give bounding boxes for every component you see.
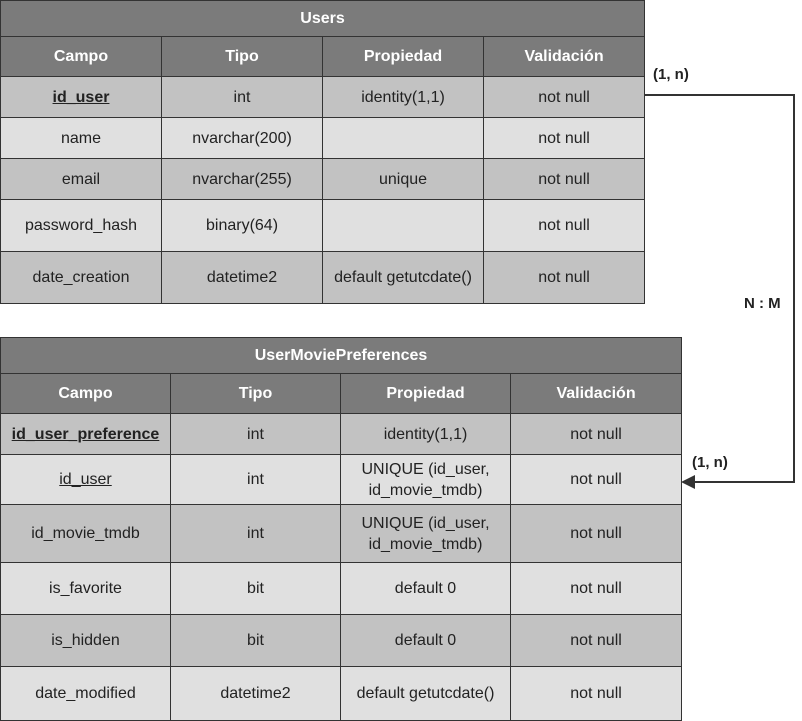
column-header: Tipo (162, 37, 323, 77)
cell-campo: email (1, 159, 162, 200)
cell-campo: id_movie_tmdb (1, 505, 171, 563)
cell-campo: id_user_preference (1, 414, 171, 455)
column-header: Propiedad (341, 374, 511, 414)
cell-campo: name (1, 118, 162, 159)
cell-validacion: not null (511, 505, 682, 563)
cell-validacion: not null (484, 118, 645, 159)
target-cardinality-label: (1, n) (692, 454, 728, 471)
cell-propiedad: default getutcdate() (341, 667, 511, 721)
cell-campo: date_modified (1, 667, 171, 721)
cell-tipo: nvarchar(200) (162, 118, 323, 159)
cell-propiedad: UNIQUE (id_user, id_movie_tmdb) (341, 455, 511, 505)
column-header: Propiedad (323, 37, 484, 77)
cell-tipo: bit (171, 615, 341, 667)
cell-propiedad: identity(1,1) (341, 414, 511, 455)
cell-validacion: not null (511, 615, 682, 667)
table-title: UserMoviePreferences (1, 338, 682, 374)
cell-tipo: int (171, 455, 341, 505)
cell-propiedad: identity(1,1) (323, 77, 484, 118)
cell-validacion: not null (511, 414, 682, 455)
cell-validacion: not null (511, 563, 682, 615)
cell-propiedad: default 0 (341, 563, 511, 615)
column-header: Tipo (171, 374, 341, 414)
cell-propiedad: UNIQUE (id_user, id_movie_tmdb) (341, 505, 511, 563)
column-header: Validación (484, 37, 645, 77)
cell-tipo: datetime2 (162, 252, 323, 304)
column-header: Campo (1, 374, 171, 414)
cell-campo: password_hash (1, 200, 162, 252)
cell-tipo: bit (171, 563, 341, 615)
cell-tipo: datetime2 (171, 667, 341, 721)
cell-validacion: not null (484, 200, 645, 252)
cell-validacion: not null (511, 455, 682, 505)
cell-validacion: not null (484, 77, 645, 118)
cell-campo: is_favorite (1, 563, 171, 615)
source-cardinality-label: (1, n) (653, 66, 689, 83)
relationship-type-label: N : M (744, 295, 781, 312)
cell-propiedad: default 0 (341, 615, 511, 667)
cell-tipo: int (171, 414, 341, 455)
cell-validacion: not null (484, 159, 645, 200)
cell-campo: date_creation (1, 252, 162, 304)
arrowhead-icon (681, 475, 695, 489)
cell-propiedad: default getutcdate() (323, 252, 484, 304)
cell-tipo: binary(64) (162, 200, 323, 252)
table-title: Users (1, 1, 645, 37)
relationship-line (644, 95, 794, 482)
cell-propiedad: unique (323, 159, 484, 200)
cell-validacion: not null (511, 667, 682, 721)
column-header: Validación (511, 374, 682, 414)
cell-campo: is_hidden (1, 615, 171, 667)
cell-tipo: nvarchar(255) (162, 159, 323, 200)
cell-campo: id_user (1, 455, 171, 505)
cell-tipo: int (171, 505, 341, 563)
cell-validacion: not null (484, 252, 645, 304)
cell-campo: id_user (1, 77, 162, 118)
column-header: Campo (1, 37, 162, 77)
cell-tipo: int (162, 77, 323, 118)
